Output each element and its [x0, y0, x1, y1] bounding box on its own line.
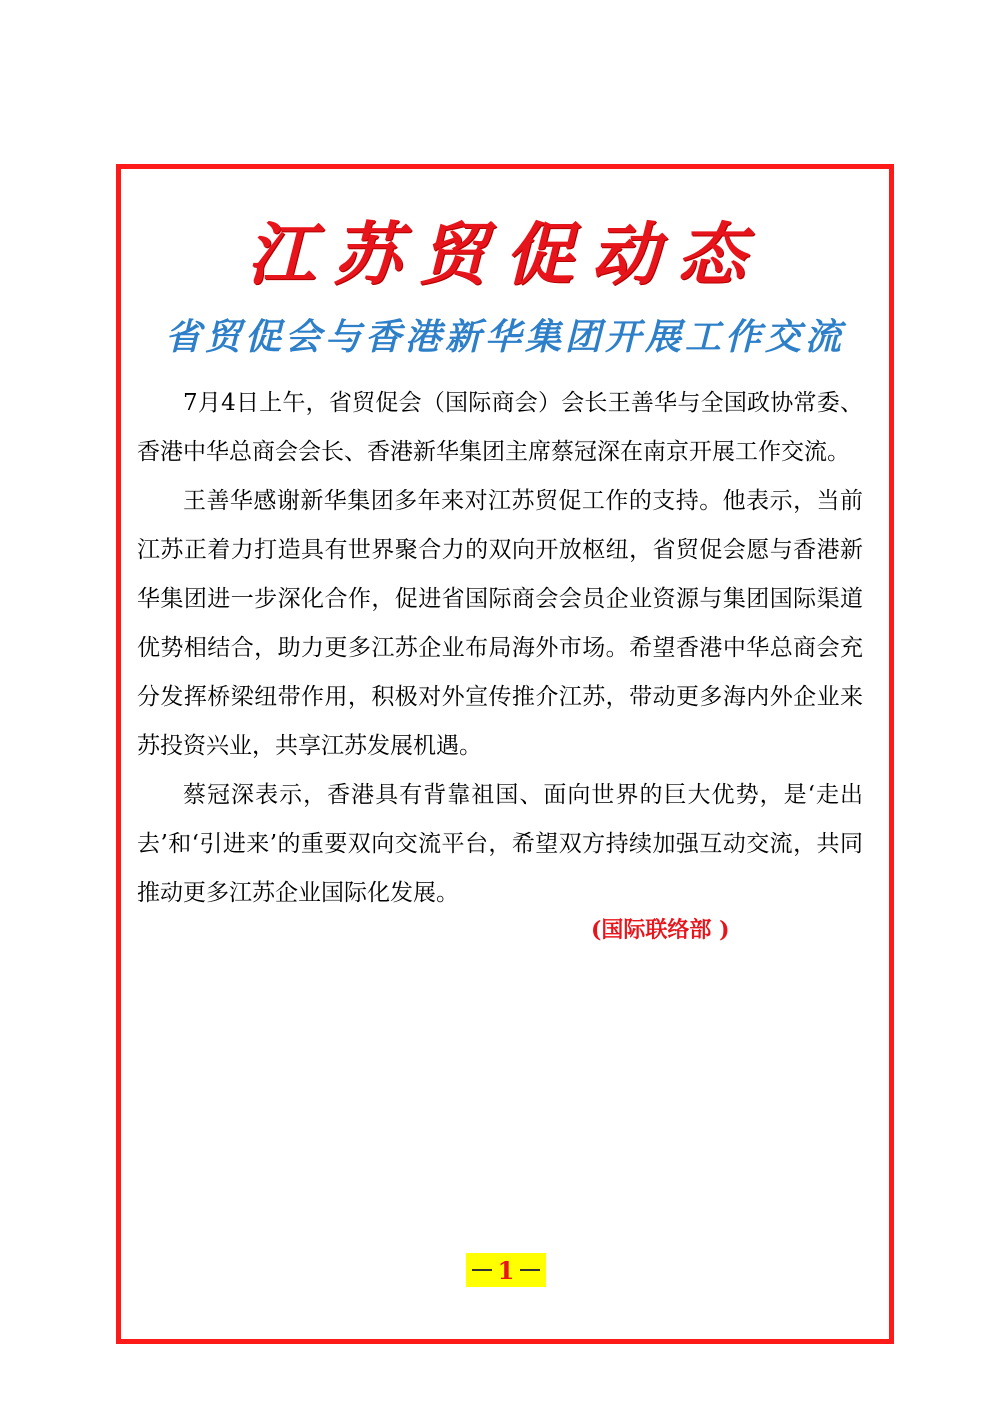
page-number-dash-right	[520, 1269, 540, 1271]
article-headline: 省贸促会与香港新华集团开展工作交流	[164, 316, 845, 358]
masthead-title: 江苏贸促动态	[246, 215, 763, 295]
page-number-value: 1	[497, 1255, 515, 1285]
article-paragraph: 王善华感谢新华集团多年来对江苏贸促工作的支持。他表示，当前江苏正着力打造具有世界聚合力的双向开放枢纽，省贸促会愿与香港新华集团进一步深化合作，促进省国际商会会员企业资源与集团国际渠道优势相结合，助力更多江苏企业布局海外市场。希望香港中华总商会充分发挥桥梁纽带作用，积极对外宣传推介江苏，带动更多海内外企业来苏投资兴业，共享江苏发展机遇。	[137, 488, 863, 759]
article-paragraph: 7月4日上午，省贸促会（国际商会）会长王善华与全国政协常委、香港中华总商会会长、香港新华集团主席蔡冠深在南京开展工作交流。	[137, 390, 863, 465]
page-number	[466, 1253, 546, 1287]
article-body	[137, 379, 863, 918]
source-credit: (国际联络部 )	[591, 917, 730, 943]
page-frame	[116, 164, 894, 1344]
article-paragraph: 蔡冠深表示，香港具有背靠祖国、面向世界的巨大优势，是‘走出去’和‘引进来’的重要双向交流平台，希望双方持续加强互动交流，共同推动更多江苏企业国际化发展。	[137, 782, 863, 906]
page-number-dash-left	[472, 1269, 492, 1271]
